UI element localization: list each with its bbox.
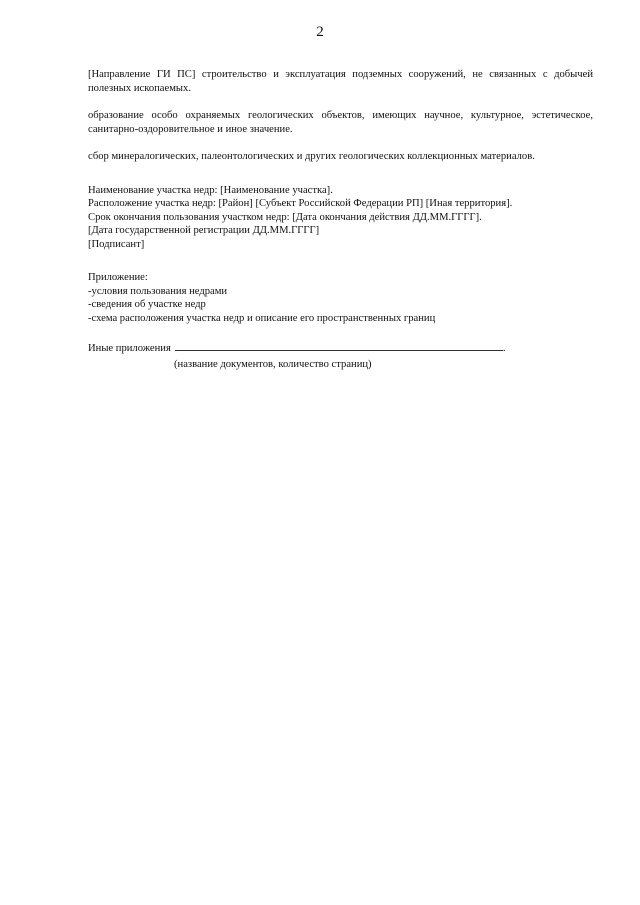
other-appendices [88, 341, 593, 356]
paragraph-collection-materials: сбор минералогических, палеонтологических и других геологических коллекционных материалов. [88, 151, 535, 162]
other-appendices-blank-line [175, 341, 503, 351]
other-appendices-end-mark: . [502, 343, 506, 354]
appendix-item: -сведения об участке недр [88, 299, 206, 310]
appendix-item: -схема расположения участка недр и описание его пространственных границ [88, 312, 436, 324]
other-appendices-label: Иные приложения [88, 343, 171, 354]
site-name: Наименование участка недр: [Наименование участка]. [88, 184, 333, 196]
registration-date: [Дата государственной регистрации ДД.ММ.ГГГГ] [88, 225, 320, 236]
site-location: Расположение участка недр: [Район] [Субъект Российской Федерации РП] [Иная территория]. [88, 198, 513, 209]
signatory: [Подписант] [88, 238, 145, 250]
other-appendices-caption: (название документов, количество страниц) [174, 358, 372, 370]
appendix-section [88, 271, 593, 325]
paragraph-underground-structures: [Направление ГИ ПС] строительство и эксплуатация подземных сооружений, не связанных с добычей полезных ископаемых. [88, 69, 593, 94]
site-details [88, 184, 593, 252]
page-number: 2 [316, 24, 324, 40]
appendix-item: -условия пользования недрами [88, 285, 228, 297]
document-body [88, 68, 593, 371]
site-expiry-date: Срок окончания пользования участком недр: [Дата окончания действия ДД.ММ.ГГГГ]. [88, 211, 482, 223]
appendix-heading: Приложение: [88, 272, 148, 283]
paragraph-protected-objects: образование особо охраняемых геологических объектов, имеющих научное, культурное, эстетическое, санитарно-оздоровительное и иное значение. [88, 110, 593, 135]
